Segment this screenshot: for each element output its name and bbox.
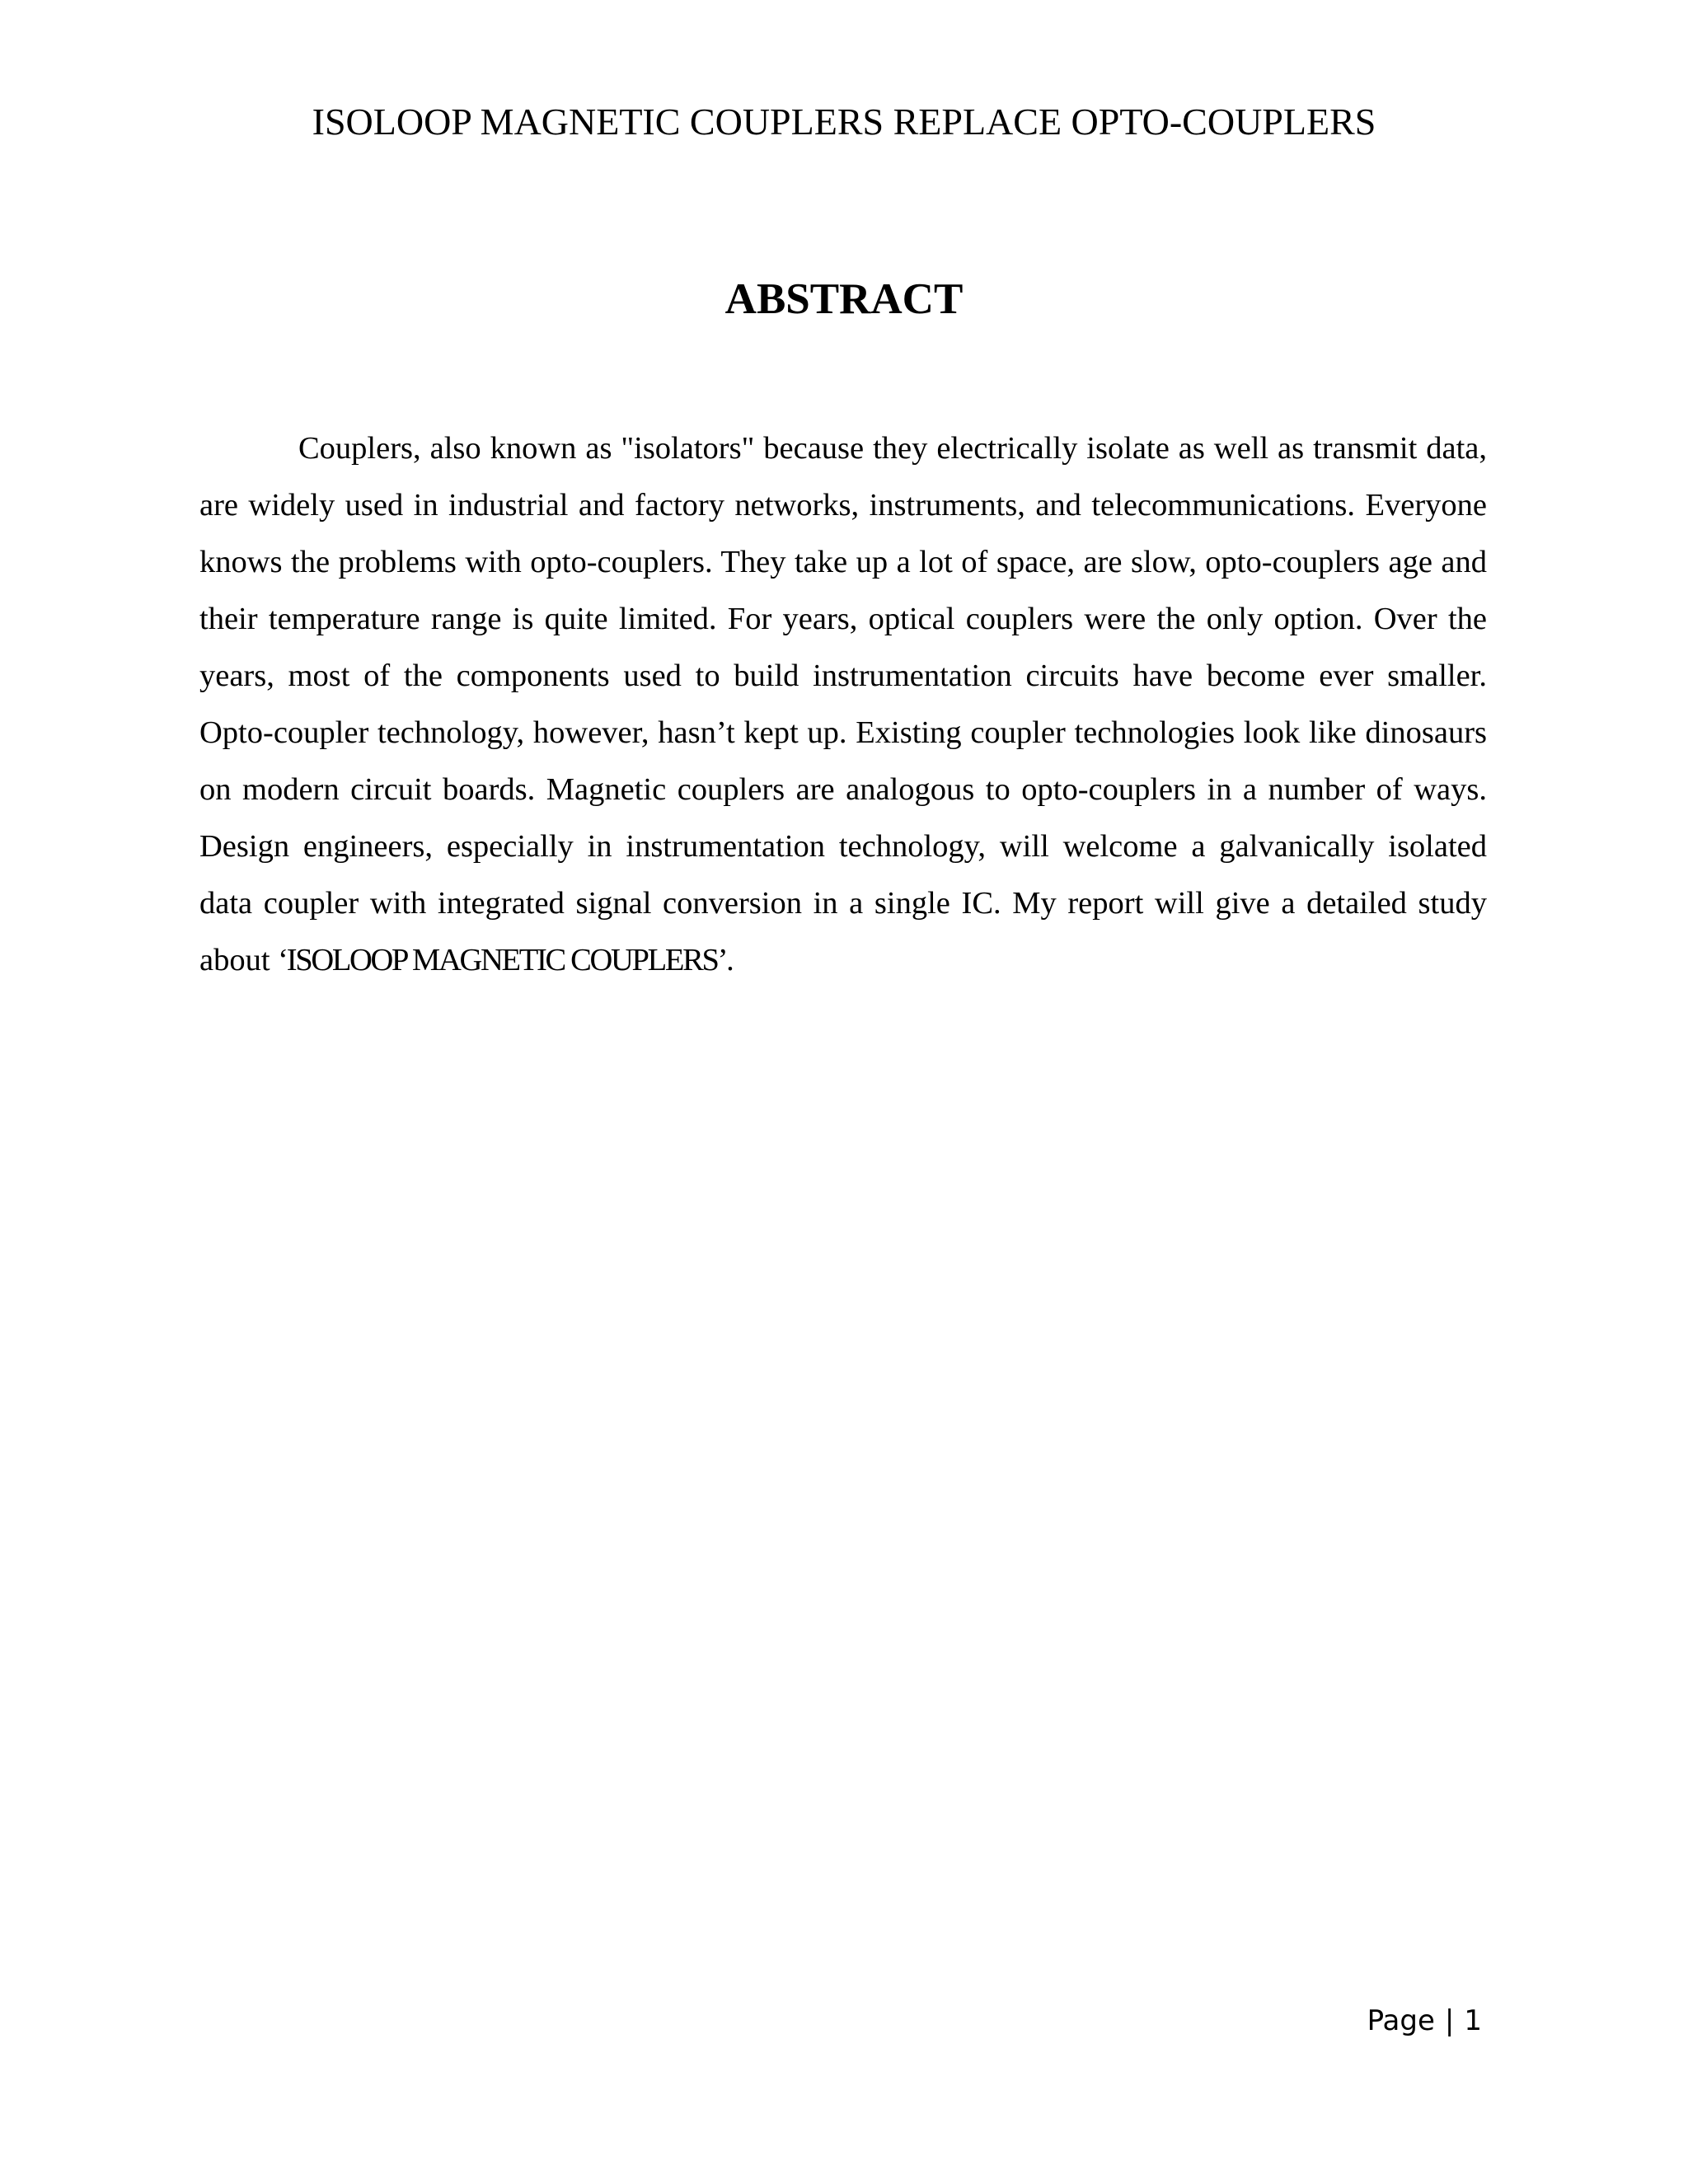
abstract-paragraph	[199, 420, 1487, 989]
page-separator: |	[1444, 2004, 1455, 2037]
page-number: 1	[1464, 2004, 1482, 2037]
page-label: Page	[1367, 2004, 1435, 2037]
abstract-paragraph-end: .	[726, 943, 734, 977]
running-header: ISOLOOP MAGNETIC COUPLERS REPLACE OPTO-COUPLERS	[312, 101, 1376, 143]
abstract-paragraph-text: Couplers, also known as "isolators" because they electrically isolate as well as transmit data, are widely used in industrial and factory networks, instruments, and telecommunications. Everyone knows the problems with opto-couplers. They take up a lot of space, are slow, opto-couplers age and their temperature range is quite limited. For years, optical couplers were the only option. Over the years, most of the components used to build instrumentation circuits have become ever smaller. Opto-coupler technology, however, hasn’t kept up. Existing coupler technologies look like dinosaurs on modern circuit boards. Magnetic couplers are analogous to opto-couplers in a number of ways. Design engineers, especially in instrumentation technology, will welcome a galvanically isolated data coupler with integrated signal conversion in a single IC. My report will give a detailed study about	[199, 431, 1487, 977]
abstract-report-title: ‘ISOLOOP MAGNETIC COUPLERS’	[278, 943, 727, 977]
abstract-heading: ABSTRACT	[724, 275, 964, 323]
page-footer	[1367, 2003, 1482, 2039]
